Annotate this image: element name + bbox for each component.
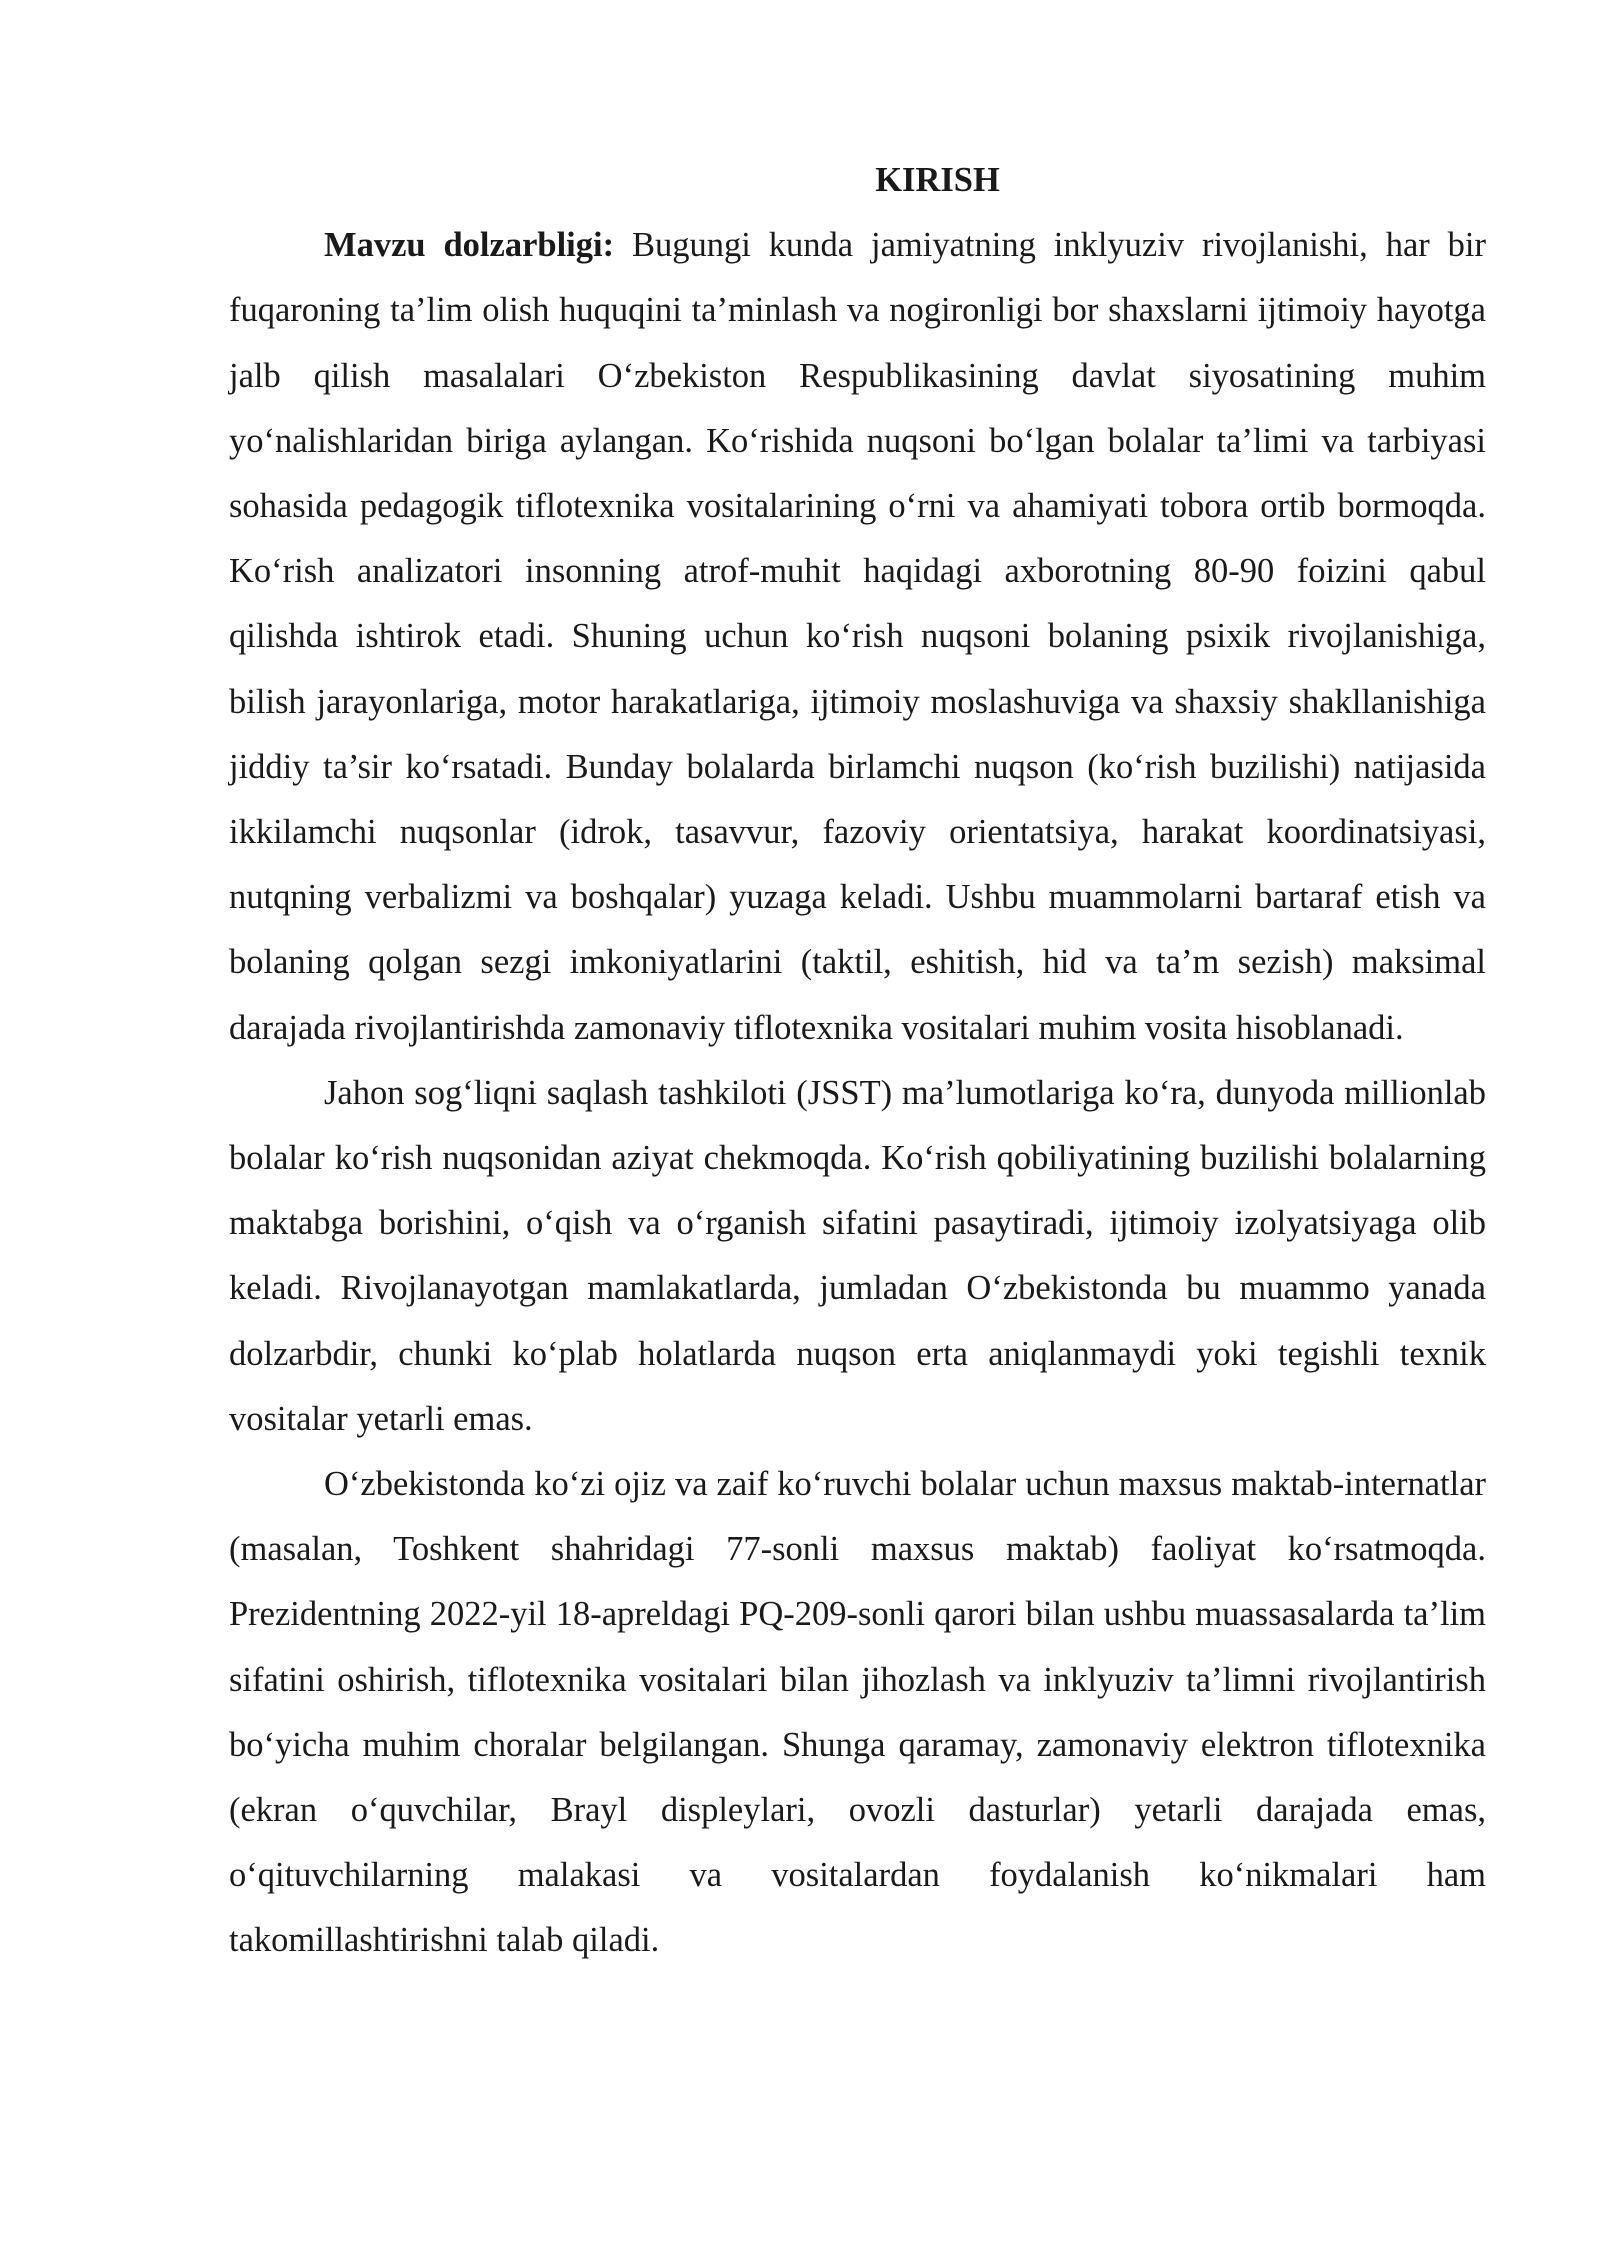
paragraph-text: Jahon sog‘liqni saqlash tashkiloti (JSST) ma’lumotlariga ko‘ra, dunyoda millionlab bolalar ko‘rish nuqsonidan aziyat chekmoqda. Ko‘rish qobiliyatining buzilishi bolalarning maktabga borishini, o‘qish va o‘rganish sifatini pasaytiradi, ijtimoiy izolyatsiyaga olib keladi. Rivojlanayotgan mamlakatlarda, jumladan O‘zbekistonda bu muammo yanada dolzarbdir, chunki ko‘plab holatlarda nuqson erta aniqlanmaydi yoki tegishli texnik vositalar yetarli emas. — [229, 1073, 1486, 1438]
document-body — [229, 148, 1486, 1974]
section-title: KIRISH — [875, 161, 1000, 199]
paragraph-text: O‘zbekistonda ko‘zi ojiz va zaif ko‘ruvchi bolalar uchun maxsus maktab-internatlar (masalan, Toshkent shahridagi 77-sonli maxsus maktab) faoliyat ko‘rsatmoqda. Prezidentning 2022-yil 18-apreldagi PQ-209-sonli qarori bilan ushbu muassasalarda ta’lim sifatini oshirish, tiflotexnika vositalari bilan jihozlash va inklyuziv ta’limni rivojlantirish bo‘yicha muhim choralar belgilangan. Shunga qaramay, zamonaviy elektron tiflotexnika (ekran o‘quvchilar, Brayl displeylari, ovozli dasturlar) yetarli darajada emas, o‘qituvchilarning malakasi va vositalardan foydalanish ko‘nikmalari ham takomillashtirishni talab qiladi. — [229, 1465, 1486, 1960]
paragraph-relevance — [229, 213, 1486, 1061]
paragraph-text: Bugungi kunda jamiyatning inklyuziv rivojlanishi, har bir fuqaroning ta’lim olish huquqini ta’minlash va nogironligi bor shaxslarni ijtimoiy hayotga jalb qilish masalalari O‘zbekiston Respublikasining davlat siyosatining muhim yo‘nalishlaridan biriga aylangan. Ko‘rishida nuqsoni bo‘lgan bolalar ta’limi va tarbiyasi sohasida pedagogik tiflotexnika vositalarining o‘rni va ahamiyati tobora ortib bormoqda. Ko‘rish analizatori insonning atrof-muhit haqidagi axborotning 80-90 foizini qabul qilishda ishtirok etadi. Shuning uchun ko‘rish nuqsoni bolaning psixik rivojlanishiga, bilish jarayonlariga, motor harakatlariga, ijtimoiy moslashuviga va shaxsiy shakllanishiga jiddiy ta’sir ko‘rsatadi. Bunday bolalarda birlamchi nuqson (ko‘rish buzilishi) natijasida ikkilamchi nuqsonlar (idrok, tasavvur, fazoviy orientatsiya, harakat koordinatsiyasi, nutqning verbalizmi va boshqalar) yuzaga keladi. Ushbu muammolarni bartaraf etish va bolaning qolgan sezgi imkoniyatlarini (taktil, eshitish, hid va ta’m sezish) maksimal darajada rivojlantirishda zamonaviy tiflotexnika vositalari muhim vosita hisoblanadi. — [229, 226, 1486, 1047]
paragraph-uzbekistan-schools — [229, 1452, 1486, 1974]
paragraph-who-data — [229, 1061, 1486, 1452]
paragraph-lead: Mavzu dolzarbligi: — [324, 226, 615, 265]
